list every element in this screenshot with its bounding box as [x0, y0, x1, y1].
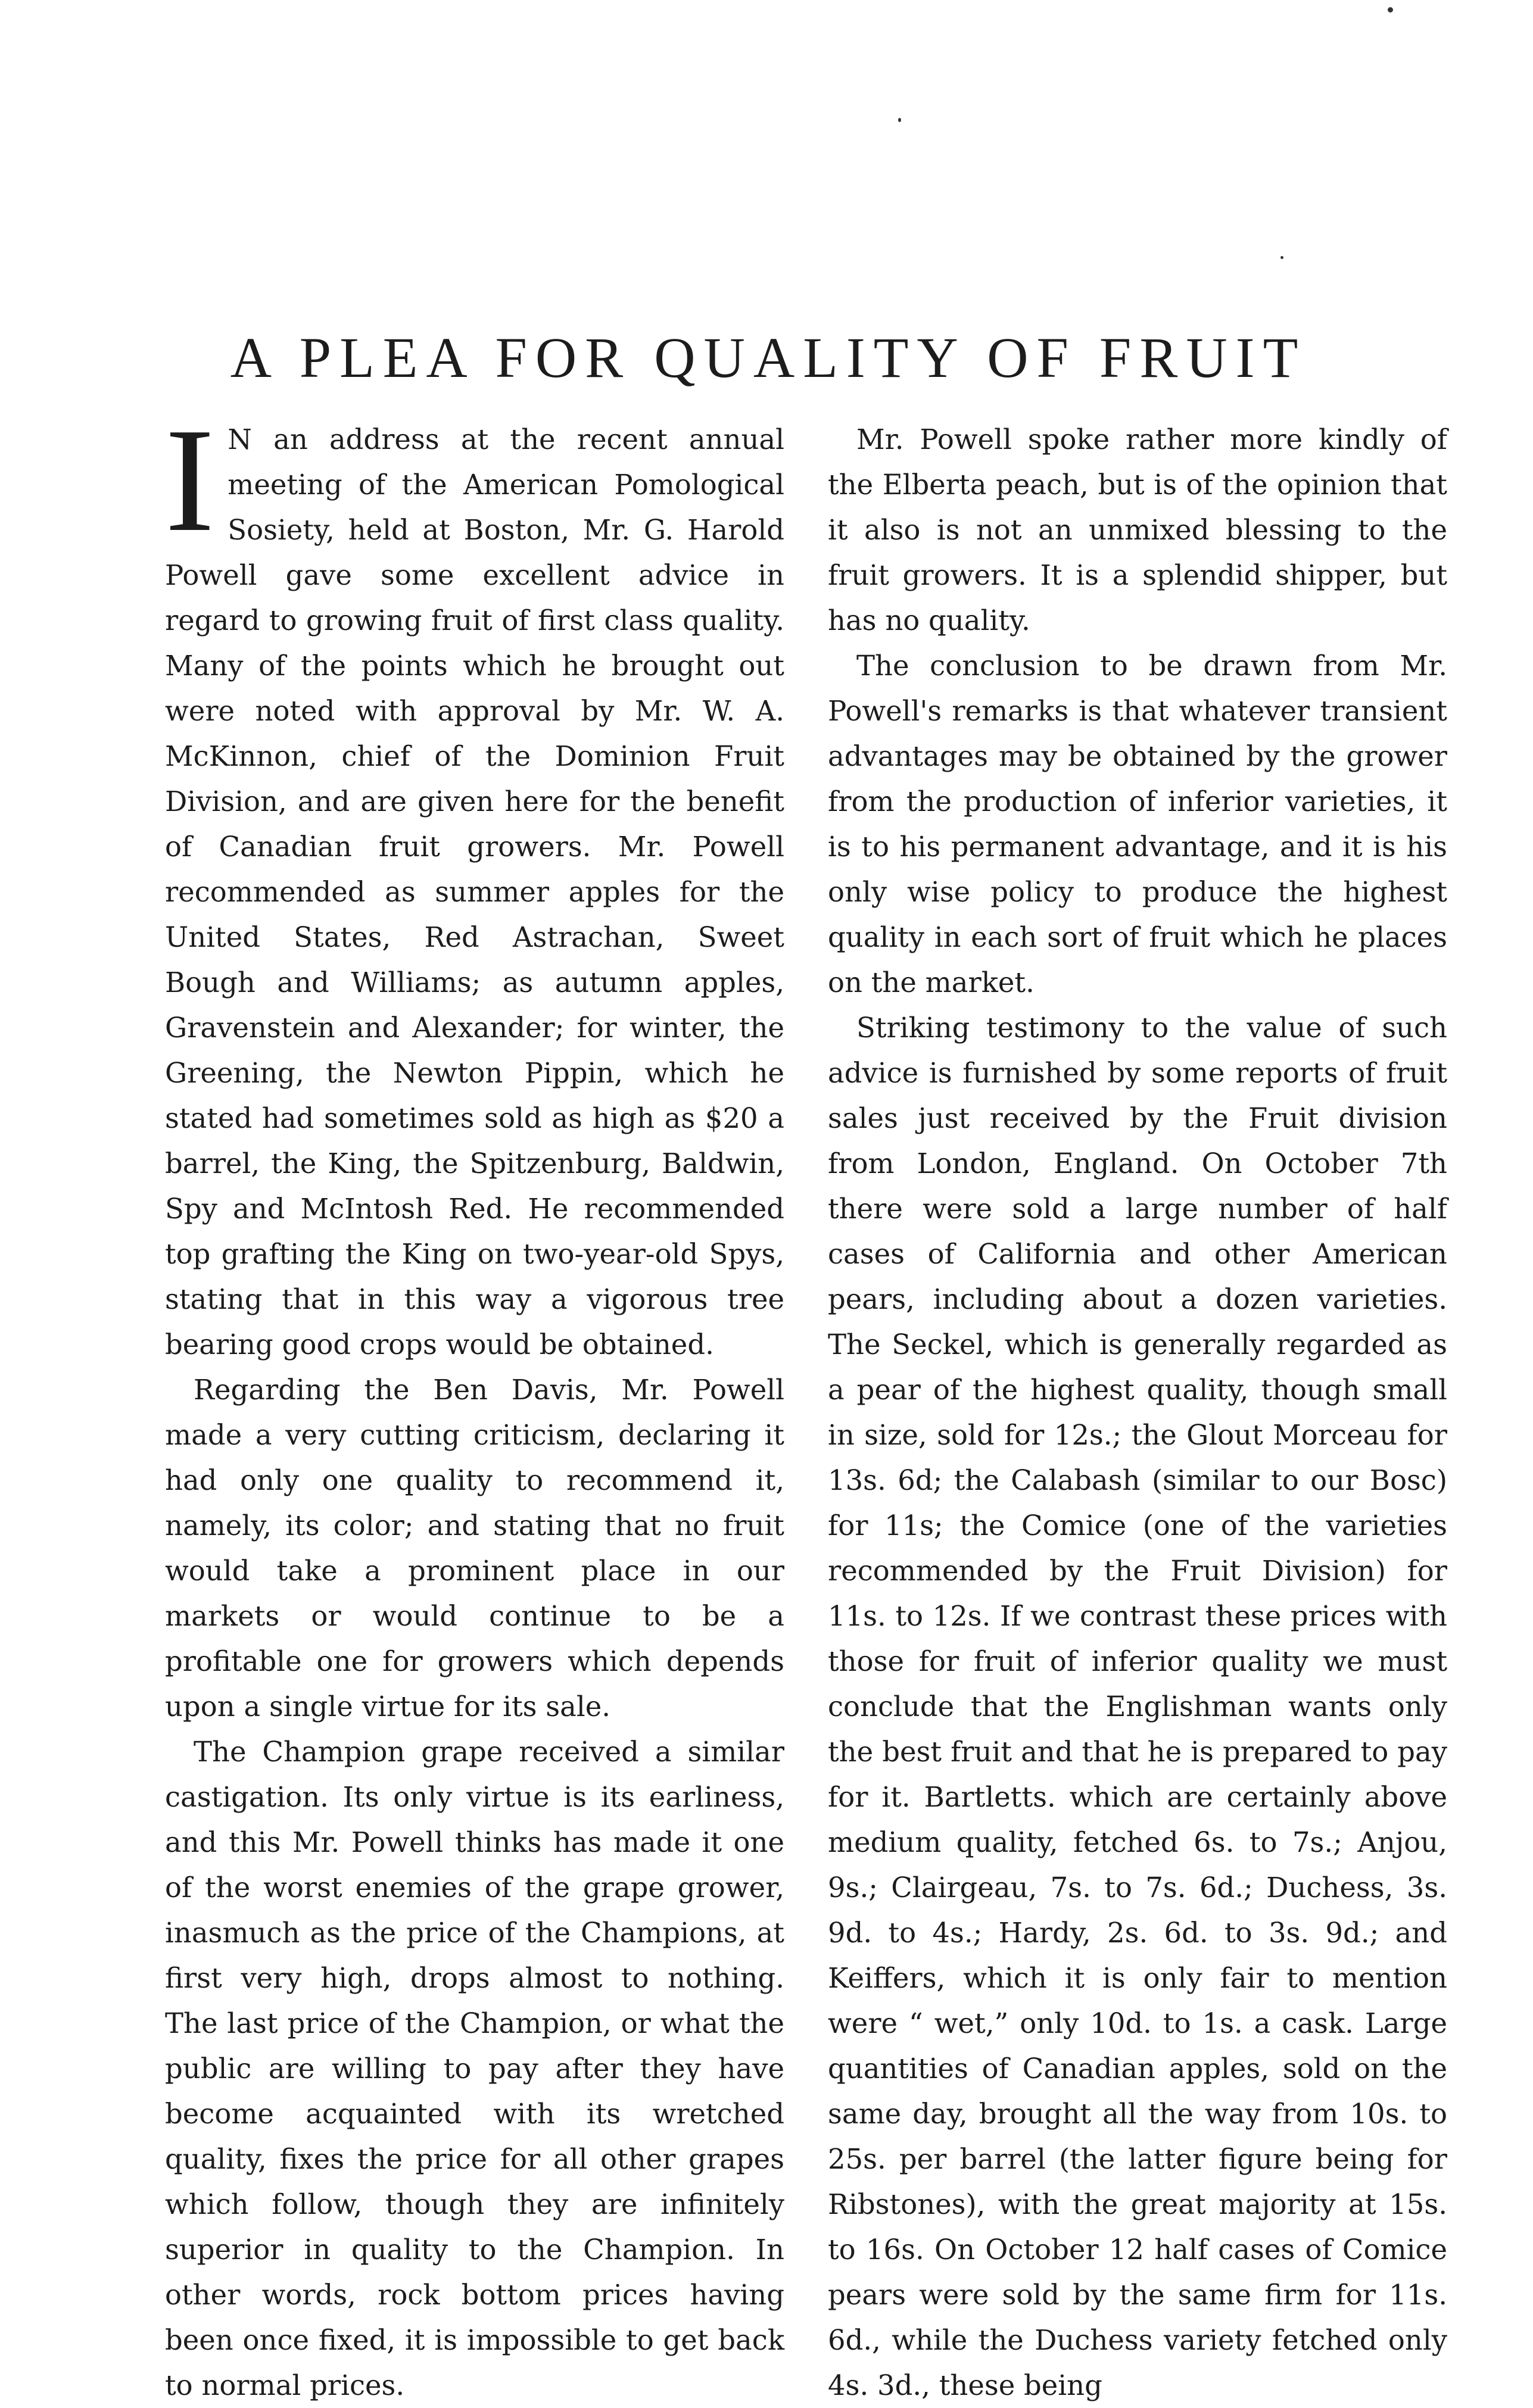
print-speck [1388, 7, 1393, 13]
elberta-paragraph: Mr. Powell spoke rather more kindly of the Elberta peach, but is of the opinion that it also is not an unmixed blessing to the fruit growers. It is a splendid shipper, but has no quality. [828, 423, 1447, 637]
conclusion-paragraph: The conclusion to be drawn from Mr. Powell's remarks is that whatever transient advantages may be obtained by the grower from the production of inferior varieties, it is to his permanent advantage, and it is his only wise policy to produce the highest quality in each sort of fruit which he places on the market. [828, 650, 1447, 999]
champion-grape-paragraph: The Champion grape received a similar castigation. Its only virtue is its earliness, and this Mr. Powell thinks has made it one of the worst enemies of the grape grower, inasmuch as the price of the Champions, at first very high, drops almost to nothing. The last price of the Champion, or what the public are willing to pay after they have become acquainted with its wretched quality, fixes the price for all other grapes which follow, though they are infinitely superior in quality to the Champion. In other words, rock bottom prices having been once fixed, it is impossible to get back to normal prices. [165, 1736, 784, 2401]
fruit-sales-paragraph: Striking testimony to the value of such advice is furnished by some reports of fruit sales just received by the Fruit division from London, England. On October 7th there were sold a large number of half cases of California and other American pears, including about a dozen varieties. The Seckel, which is generally regarded as a pear of the highest quality, though small in size, sold for 12s.; the Glout Morceau for 13s. 6d; the Calabash (similar to our Bosc) for 11s; the Comice (one of the varieties recommended by the Fruit Division) for 11s. to 12s. If we contrast these prices with those for fruit of inferior quality we must conclude that the Englishman wants only the best fruit and that he is prepared to pay for it. Bartletts. which are certainly above medium quality, fetched 6s. to 7s.; Anjou, 9s.; Clairgeau, 7s. to 7s. 6d.; Duchess, 3s. 9d. to 4s.; Hardy, 2s. 6d. to 3s. 9d.; and Keiffers, which it is only fair to mention were “ wet,” only 10d. to 1s. a cask. Large quantities of Canadian apples, sold on the same day, brought all the way from 10s. to 25s. per barrel (the latter figure being for Ribstones), with the great majority at 15s. to 16s. On October 12 half cases of Comice pears were sold by the same firm for 11s. 6d., while the Duchess variety fetched only 4s. 3d., these being [828, 1012, 1447, 2401]
print-speck [898, 118, 901, 122]
ben-davis-paragraph: Regarding the Ben Davis, Mr. Powell made a very cutting criticism, declaring it had only one quality to recommend it, namely, its color; and stating that no fruit would take a prominent place in our markets or would continue to be a profitable one for growers which depends upon a single virtue for its sale. [165, 1374, 784, 1723]
print-speck [1280, 256, 1283, 259]
left-column [165, 398, 784, 2401]
intro-paragraph [165, 398, 784, 1367]
intro-paragraph-text: N an address at the recent annual meeting of the American Pomological Sosiety, held at Boston, Mr. G. Harold Powell gave some excellent advice in regard to growing fruit of first class quality. Many of the points which he brought out were noted with approval by Mr. W. A. McKinnon, chief of the Dominion Fruit Division, and are given here for the benefit of Canadian fruit growers. Mr. Powell recommended as summer apples for the United States, Red Astrachan, Sweet Bough and Williams; as autumn apples, Gravenstein and Alexander; for winter, the Greening, the Newton Pippin, which he stated had sometimes sold as high as $20 a barrel, the King, the Spitzenburg, Baldwin, Spy and McIntosh Red. He recommended top grafting the King on two-year-old Spys, stating that in this way a vigorous tree bearing good crops would be obtained. [165, 423, 784, 1361]
right-column [828, 417, 1447, 2401]
drop-cap: I [165, 398, 215, 563]
article-title: A PLEA FOR QUALITY OF FRUIT [230, 326, 1307, 389]
